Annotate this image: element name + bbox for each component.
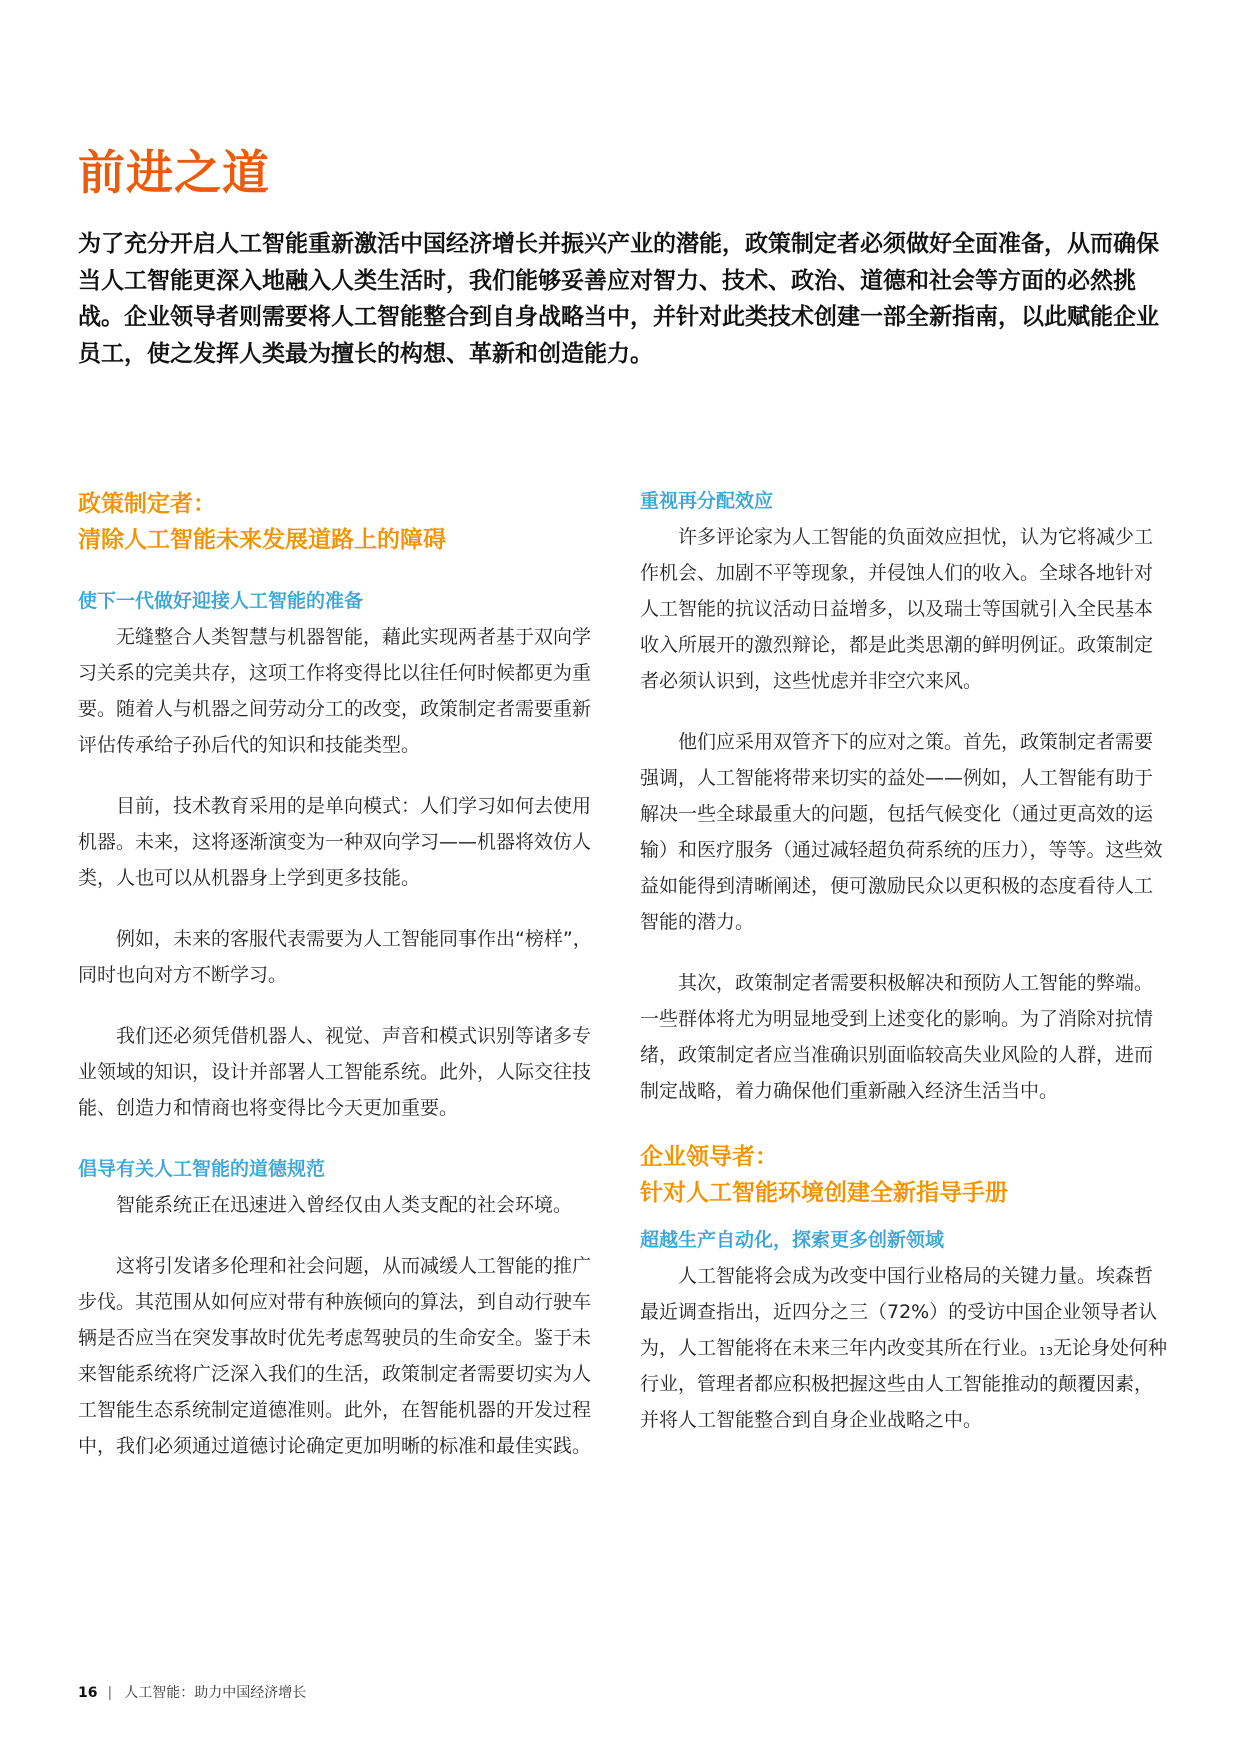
body-paragraph: 无缝整合人类智慧与机器智能，藉此实现两者基于双向学习关系的完美共存，这项工作将变得比以往任何时候都更为重要。随着人与机器之间劳动分工的改变，政策制定者需要重新评估传承给子孙后代的知识和技能类型。	[78, 626, 592, 756]
body-paragraph: 智能系统正在迅速进入曾经仅由人类支配的社会环境。	[116, 1194, 573, 1216]
body-paragraph	[640, 1258, 1168, 1438]
body-paragraph: 其次，政策制定者需要积极解决和预防人工智能的弊端。一些群体将尤为明显地受到上述变化的影响。为了消除对抗情绪，政策制定者应当准确识别面临较高失业风险的人群，进而制定战略，着力确保他们重新融入经济生活当中。	[640, 972, 1154, 1102]
body-paragraph: 许多评论家为人工智能的负面效应担忧，认为它将减少工作机会、加剧不平等现象，并侵蚀人们的收入。全球各地针对人工智能的抗议活动日益增多，以及瑞士等国就引入全民基本收入所展开的激烈辩论，都是此类思潮的鲜明例证。政策制定者必须认识到，这些忧虑并非空穴来风。	[640, 526, 1154, 692]
section-heading-policymakers	[78, 486, 608, 558]
section-heading-business-leaders	[640, 1139, 1168, 1211]
body-paragraph: 例如，未来的客服代表需要为人工智能同事作出“榜样”，同时也向对方不断学习。	[78, 928, 592, 986]
subheading-beyond-automation: 超越生产自动化，探索更多创新领域	[640, 1229, 945, 1251]
subheading-ai-ethics: 倡导有关人工智能的道德规范	[78, 1158, 326, 1180]
body-paragraph: 这将引发诸多伦理和社会问题，从而减缓人工智能的推广步伐。其范围从如何应对带有种族倾向的算法，到自动行驶车辆是否应当在突发事故时优先考虑驾驶员的生命安全。鉴于未来智能系统将广泛深入我们的生活，政策制定者需要切实为人工智能生态系统制定道德准则。此外，在智能机器的开发过程中，我们必须通过道德讨论确定更加明晰的标准和最佳实践。	[78, 1255, 592, 1457]
paragraph-text: 无论身处何种行业，管理者都应积极把握这些由人工智能推动的颠覆因素，并将人工智能整合到自身企业战略之中。	[640, 1337, 1168, 1431]
left-column	[78, 486, 608, 1464]
section-heading-line2: 针对人工智能环境创建全新指导手册	[640, 1180, 1008, 1206]
footer-separator: |	[107, 1685, 113, 1701]
page-title: 前进之道	[78, 146, 270, 201]
section-heading-line1: 企业领导者：	[640, 1144, 778, 1170]
body-paragraph: 目前，技术教育采用的是单向模式：人们学习如何去使用机器。未来，这将逐渐演变为一种双向学习——机器将效仿人类，人也可以从机器身上学到更多技能。	[78, 795, 592, 889]
section-heading-line2: 清除人工智能未来发展道路上的障碍	[78, 527, 446, 553]
body-paragraph: 他们应采用双管齐下的应对之策。首先，政策制定者需要强调，人工智能将带来切实的益处——例如，人工智能有助于解决一些全球最重大的问题，包括气候变化（通过更高效的运输）和医疗服务（通过减轻超负荷系统的压力），等等。这些效益如能得到清晰阐述，便可激励民众以更积极的态度看待人工智能的潜力。	[640, 731, 1163, 933]
footnote-marker[interactable]: 13	[1039, 1345, 1054, 1358]
page-footer	[78, 1683, 306, 1703]
intro-paragraph: 为了充分开启人工智能重新激活中国经济增长并振兴产业的潜能，政策制定者必须做好全面准备，从而确保当人工智能更深入地融入人类生活时，我们能够妥善应对智力、技术、政治、道德和社会等方面的必然挑战。企业领导者则需要将人工智能整合到自身战略当中，并针对此类技术创建一部全新指南，以此赋能企业员工，使之发挥人类最为擅长的构想、革新和创造能力。	[78, 231, 1159, 367]
right-column	[640, 486, 1168, 1438]
publication-title: 人工智能：助力中国经济增长	[124, 1685, 307, 1701]
subheading-redistribution-effects: 重视再分配效应	[640, 490, 774, 512]
section-heading-line1: 政策制定者：	[78, 491, 216, 517]
body-paragraph: 我们还必须凭借机器人、视觉、声音和模式识别等诸多专业领域的知识，设计并部署人工智能系统。此外，人际交往技能、创造力和情商也将变得比今天更加重要。	[78, 1025, 592, 1119]
subheading-prepare-next-generation: 使下一代做好迎接人工智能的准备	[78, 590, 364, 612]
paragraph-text: 人工智能将会成为改变中国行业格局的关键力量。埃森哲最近调查指出，近四分之三（72%）的受访中国企业领导者认为，人工智能将在未来三年内改变其所在行业。	[640, 1265, 1158, 1359]
page-number: 16	[78, 1685, 98, 1701]
